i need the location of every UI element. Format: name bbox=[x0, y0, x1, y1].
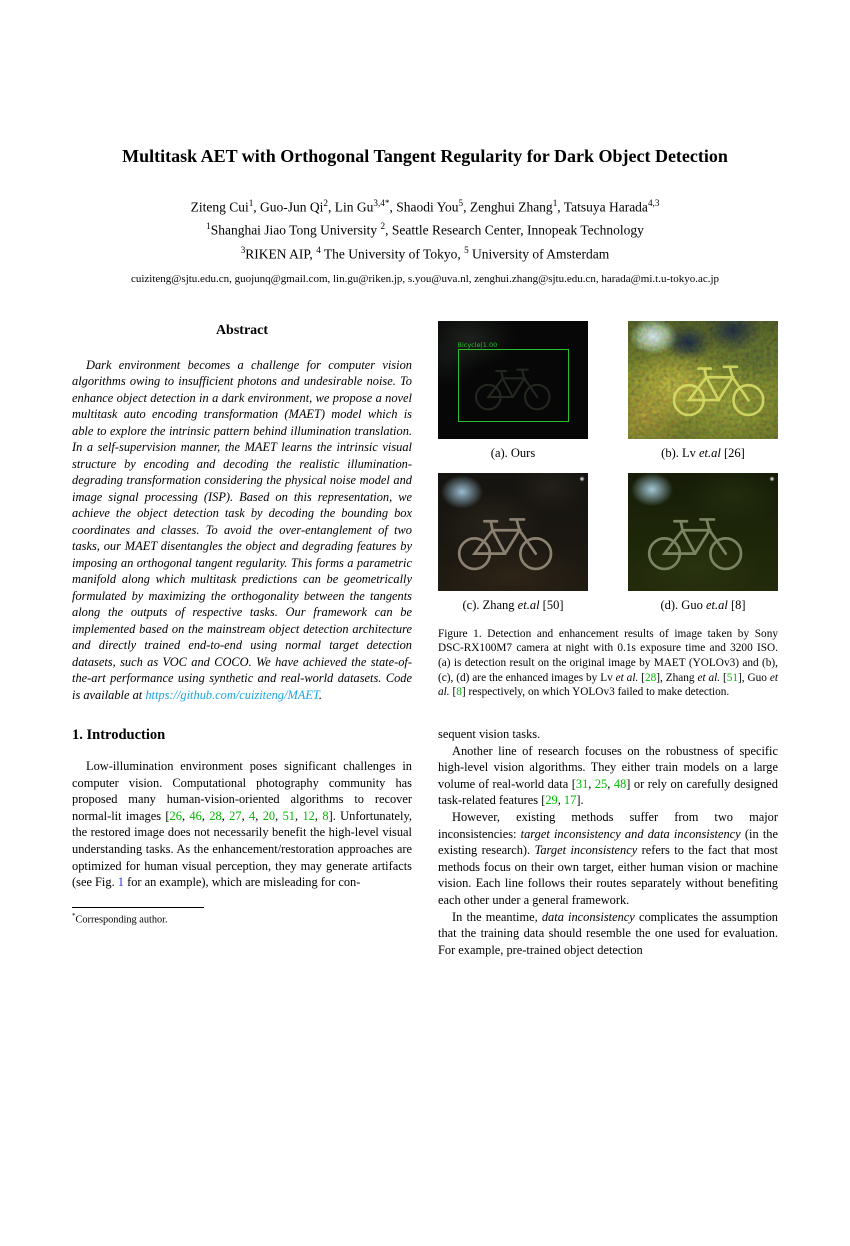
figure-1 bbox=[438, 321, 778, 701]
text-run: 28 bbox=[644, 671, 657, 684]
text-run: Corresponding author. bbox=[75, 914, 168, 926]
text-run: University of Amsterdam bbox=[468, 246, 610, 262]
text-run: , bbox=[255, 808, 263, 823]
bicycle-icon bbox=[642, 508, 750, 574]
text-run: (d). Guo bbox=[660, 597, 706, 612]
text-run: for an example), which are misleading for con- bbox=[123, 875, 361, 890]
text-run: [ bbox=[449, 686, 457, 699]
text-run: et.al bbox=[699, 445, 721, 460]
text-run: 5 bbox=[464, 245, 469, 255]
text-run: , bbox=[607, 776, 614, 791]
figure-panel-a bbox=[438, 321, 588, 473]
figure-grid bbox=[438, 321, 778, 625]
figure-1-caption bbox=[438, 627, 778, 701]
text-run: [50] bbox=[539, 597, 564, 612]
text-run: Figure 1. Detection and enhancement results of image taken by Sony DSC-RX100M7 camera at night with 0.1s exposure time and 3200 ISO. (a) is detection result on the original image by MAET (YOLOv3) and (b), (c), (d) are the enhanced images by Lv bbox=[438, 627, 778, 684]
text-run: ] or rely on carefully designed task-related features [ bbox=[438, 776, 778, 808]
text-run: [ bbox=[720, 671, 727, 684]
left-column bbox=[72, 321, 412, 959]
text-run: Shanghai Jiao Tong University bbox=[210, 222, 381, 237]
text-run: data inconsistency bbox=[541, 909, 635, 924]
text-run: , bbox=[275, 808, 283, 823]
text-run: , bbox=[201, 808, 210, 823]
text-run: Dark environment becomes a challenge for computer vision algorithms owing to insufficient photons and undesirable noise. To enhance object detection in a dark environment, we propose a novel multitask auto encoding transformation (MAET) model which is able to explore the intrinsic pattern behind illumination translation. In a self-supervision manner, the MAET learns the intrinsic visual structure by encoding and decoding the realistic illumination-degrading transformation considering the physical noise model and image signal processing (ISP). Based on this representation, we achieve the object detection task by decoding the bounding box coordinates and classes. To avoid the over-entanglement of two tasks, our MAET disentangles the object and degrading features by imposing an orthogonal tangent regularity. This forms a parametric manifold along which multitask predictions can be geometrically formulated by maximizing the orthogonality between the tangents along the outputs of respective tasks. Our framework can be implemented based on the mainstream object detection architecture and directly trained end-to-end using normal target detection datasets, such as VOC and COCO. We have achieved the state-of-the-art performance using synthetic and real-world datasets. Code is available at bbox=[72, 357, 412, 702]
intro-paragraph-1 bbox=[72, 758, 412, 891]
affiliation-line-2 bbox=[0, 240, 850, 265]
author-line bbox=[0, 198, 850, 216]
panel-d-caption bbox=[628, 598, 778, 613]
text-run: , Zenghui Zhang bbox=[463, 199, 553, 215]
panel-c-image bbox=[438, 473, 588, 591]
text-run: et al. bbox=[697, 671, 721, 684]
body-paragraph-data-inconsistency bbox=[438, 909, 778, 959]
abstract-text bbox=[72, 357, 412, 704]
text-run: ], Guo bbox=[738, 671, 770, 684]
figure-panel-c bbox=[438, 473, 588, 625]
text-run: However, existing methods suffer from two major inconsistencies: bbox=[438, 809, 778, 841]
github-link[interactable]: https://github.com/cuiziteng/MAET bbox=[145, 687, 319, 702]
text-run: (a). Ours bbox=[490, 445, 536, 460]
text-run: sequent vision tasks. bbox=[438, 727, 541, 742]
text-run: The University of Tokyo, bbox=[320, 246, 465, 262]
text-run: Another line of research focuses on the robustness of specific high-level vision algorithms. They either train models on a large volume of real-world data [ bbox=[438, 743, 778, 791]
text-run: [8] bbox=[727, 597, 746, 612]
text-run: (b). Lv bbox=[661, 445, 699, 460]
text-run: ]. Unfortunately, the restored image does not necessarily benefit the high-level visual understanding tasks. As the enhancement/restoration approaches are optimized for human visual perception, they may generate artifacts (see Fig. bbox=[72, 808, 412, 890]
text-run: 12 bbox=[302, 808, 315, 823]
paper-page bbox=[0, 146, 850, 1246]
text-run: 4 bbox=[316, 245, 321, 255]
text-run: 4 bbox=[249, 808, 256, 823]
text-run: 1 bbox=[206, 220, 211, 231]
text-run: RIKEN AIP, bbox=[245, 246, 317, 262]
text-run: 8 bbox=[456, 686, 462, 699]
text-run: , bbox=[557, 793, 564, 808]
text-run: (c). Zhang bbox=[462, 597, 518, 612]
text-run: et.al bbox=[705, 597, 728, 612]
text-run: target inconsistency and data inconsistency bbox=[520, 826, 741, 841]
text-run: 8 bbox=[322, 808, 329, 823]
text-run: 2 bbox=[323, 198, 329, 208]
text-run: , bbox=[221, 808, 230, 823]
abstract-heading: Abstract bbox=[215, 322, 269, 338]
paper-title: Multitask AET with Orthogonal Tangent Regularity for Dark Object Detection bbox=[122, 146, 728, 166]
text-run: , Guo-Jun Qi bbox=[253, 199, 324, 215]
text-run: 27 bbox=[229, 808, 242, 823]
text-run: 3 bbox=[240, 245, 246, 255]
text-run: [ bbox=[638, 671, 645, 684]
footnote-text bbox=[72, 912, 412, 925]
text-run: , bbox=[588, 776, 595, 791]
text-run: Low-illumination environment poses significant challenges in computer vision. Computational photography community has proposed many human-vision-oriented algorithms to recover normal-lit images [ bbox=[72, 759, 412, 823]
text-run: , Tatsuya Harada bbox=[557, 199, 648, 215]
text-run: . bbox=[318, 687, 322, 702]
footnote-rule bbox=[72, 907, 204, 908]
text-run: , bbox=[181, 808, 190, 823]
text-run: 51 bbox=[726, 671, 739, 684]
section-heading-introduction: 1. Introduction bbox=[72, 727, 166, 743]
text-run: complicates the assumption that the training data should resemble the one used for evaluation. For example, pre-trained object detection bbox=[438, 909, 778, 957]
text-run: ] respectively, on which YOLOv3 failed to make detection. bbox=[461, 686, 730, 699]
footnote bbox=[72, 907, 412, 925]
body-paragraph-robustness bbox=[438, 743, 778, 809]
text-run: 51 bbox=[282, 808, 295, 823]
two-column-body bbox=[0, 321, 850, 959]
email-line: cuiziteng@sjtu.edu.cn, guojunq@gmail.com, lin.gu@riken.jp, s.you@uva.nl, zenghui.zhang@sjtu.edu.cn, harada@mi.t.u-tokyo.ac.jp bbox=[130, 272, 720, 285]
text-run: , bbox=[241, 808, 250, 823]
text-run: 5 bbox=[458, 198, 464, 208]
text-run: , Lin Gu bbox=[328, 199, 374, 215]
text-run: et.al bbox=[517, 597, 540, 612]
text-run: * bbox=[72, 911, 76, 920]
text-run: ], Zhang bbox=[656, 671, 698, 684]
text-run: 29 bbox=[545, 793, 558, 808]
text-run: 3,4* bbox=[373, 198, 390, 208]
text-run: 31 bbox=[575, 776, 589, 791]
panel-c-caption bbox=[438, 598, 588, 613]
text-run: Ziteng Cui bbox=[190, 199, 249, 215]
panel-d-image bbox=[628, 473, 778, 591]
text-run: 4,3 bbox=[647, 198, 660, 208]
panel-a-image bbox=[438, 321, 588, 439]
bicycle-icon bbox=[667, 356, 772, 420]
text-run: Target inconsistency bbox=[534, 843, 638, 858]
text-run: 28 bbox=[209, 808, 222, 823]
body-paragraph-inconsistencies bbox=[438, 809, 778, 909]
text-run: (in the existing research). bbox=[438, 826, 778, 858]
body-paragraph-continuation bbox=[438, 726, 778, 743]
text-run: 48 bbox=[613, 776, 627, 791]
panel-a-caption bbox=[438, 446, 588, 461]
text-run: 17 bbox=[563, 793, 577, 808]
text-run: In the meantime, bbox=[452, 909, 542, 924]
text-run: 26 bbox=[169, 808, 182, 823]
text-run: 1 bbox=[552, 198, 558, 208]
text-run: et al. bbox=[438, 671, 778, 699]
text-run: ]. bbox=[576, 793, 584, 808]
affiliation-line-1 bbox=[0, 216, 850, 241]
bbox-label: Bicycle|1.00 bbox=[457, 340, 498, 349]
panel-b-image bbox=[628, 321, 778, 439]
panel-b-caption bbox=[628, 446, 778, 461]
text-run: , Seattle Research Center, Innopeak Technology bbox=[385, 222, 644, 237]
text-run: , bbox=[295, 808, 303, 823]
text-run: [26] bbox=[720, 445, 745, 460]
detection-bbox bbox=[457, 340, 570, 422]
text-run: 1 bbox=[248, 198, 254, 208]
text-run: 1 bbox=[117, 875, 124, 890]
figure-panel-b bbox=[628, 321, 778, 473]
text-run: , Shaodi You bbox=[389, 199, 459, 215]
text-run: 46 bbox=[189, 808, 202, 823]
text-run: et al. bbox=[615, 671, 639, 684]
text-run: 2 bbox=[380, 220, 386, 231]
right-column bbox=[438, 321, 778, 959]
bicycle-icon bbox=[452, 508, 560, 574]
figure-panel-d bbox=[628, 473, 778, 625]
text-run: refers to the fact that most methods focus on their own target, either human vision or machine vision. Each line follows their routes separately without benefiting each other under a general framework. bbox=[438, 843, 778, 907]
text-run: 20 bbox=[262, 808, 276, 823]
text-run: , bbox=[314, 808, 323, 823]
text-run: 25 bbox=[594, 776, 608, 791]
